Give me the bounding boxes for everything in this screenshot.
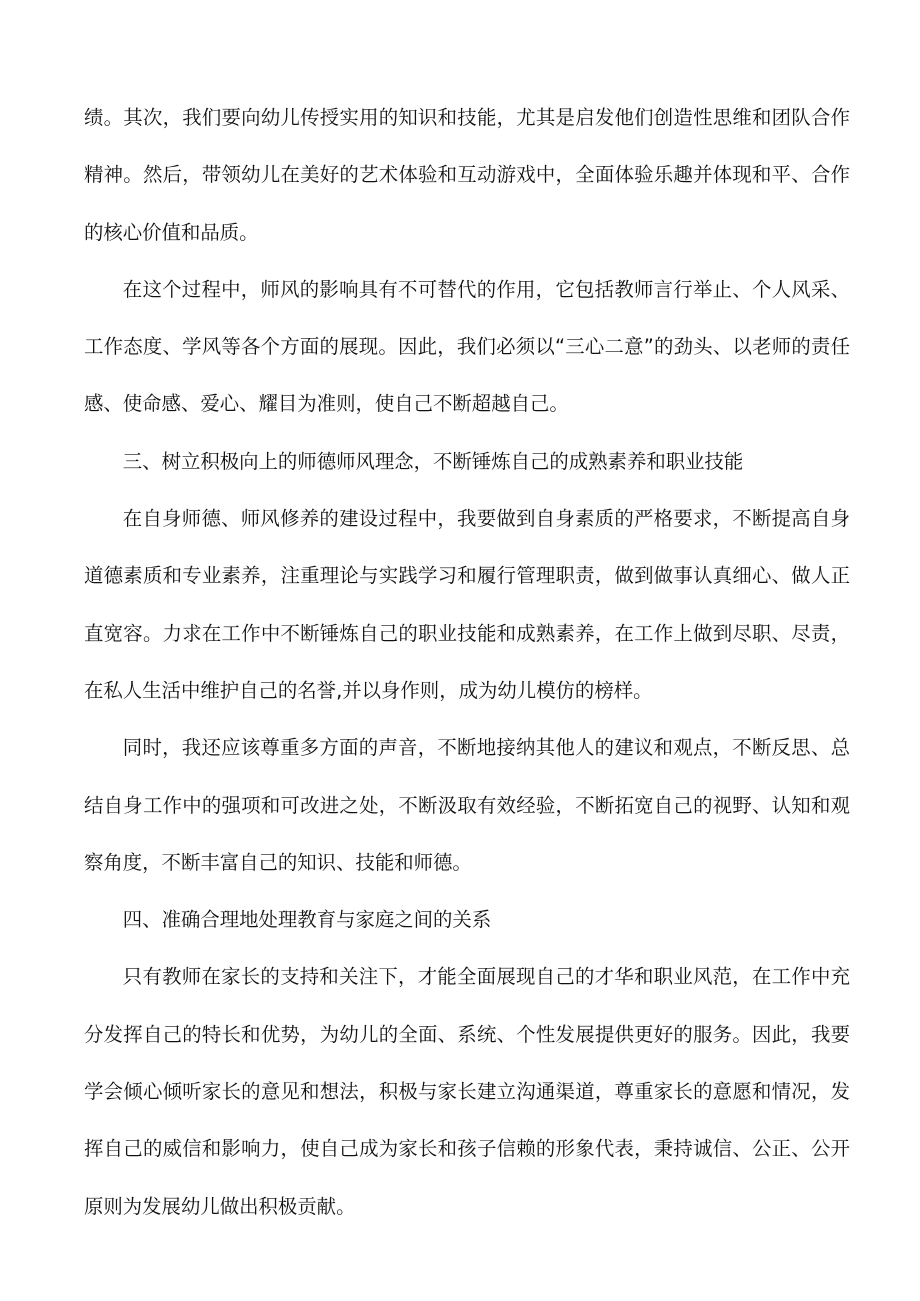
section-heading-3: 三、树立积极向上的师德师风理念，不断锤炼自己的成熟素养和职业技能 [122, 449, 744, 473]
paragraph-family-relations: 只有教师在家长的支持和关注下，才能全面展现自己的才华和职业风范，在工作中充分发挥自己的特长和优势，为幼儿的全面、系统、个性发展提供更好的服务。因此，我要学会倾心倾听家长的意见和想法，积极与家长建立沟通渠道，尊重家长的意愿和情况，发挥自己的威信和影响力，使自己成为家长和孩子信赖的形象代表，秉持诚信、公正、公开原则为发展幼儿做出积极贡献。 [84, 965, 850, 1218]
paragraph-continuation: 绩。其次，我们要向幼儿传授实用的知识和技能，尤其是启发他们创造性思维和团队合作精神。然后，带领幼儿在美好的艺术体验和互动游戏中，全面体验乐趣并体现和平、合作的核心价值和品质。 [84, 106, 850, 244]
paragraph-teaching-style: 在这个过程中，师风的影响具有不可替代的作用，它包括教师言行举止、个人风采、工作态度、学风等各个方面的展现。因此，我们必须以“三心二意”的劲头、以老师的责任感、使命感、爱心、耀目为准则，使自己不断超越自己。 [84, 277, 850, 416]
paragraph-reflection: 同时，我还应该尊重多方面的声音，不断地接纳其他人的建议和观点，不断反思、总结自身工作中的强项和可改进之处，不断汲取有效经验，不断拓宽自己的视野、认知和观察角度，不断丰富自己的知识、技能和师德。 [84, 736, 850, 874]
section-heading-4: 四、准确合理地处理教育与家庭之间的关系 [122, 908, 492, 932]
paragraph-self-cultivation: 在自身师德、师风修养的建设过程中，我要做到自身素质的严格要求，不断提高自身道德素质和专业素养，注重理论与实践学习和履行管理职责，做到做事认真细心、做人正直宽容。力求在工作中不断锤炼自己的职业技能和成熟素养，在工作上做到尽职、尽责，在私人生活中维护自己的名誉,并以身作则，成为幼儿模仿的榜样。 [84, 507, 850, 702]
document-body [84, 89, 850, 1235]
